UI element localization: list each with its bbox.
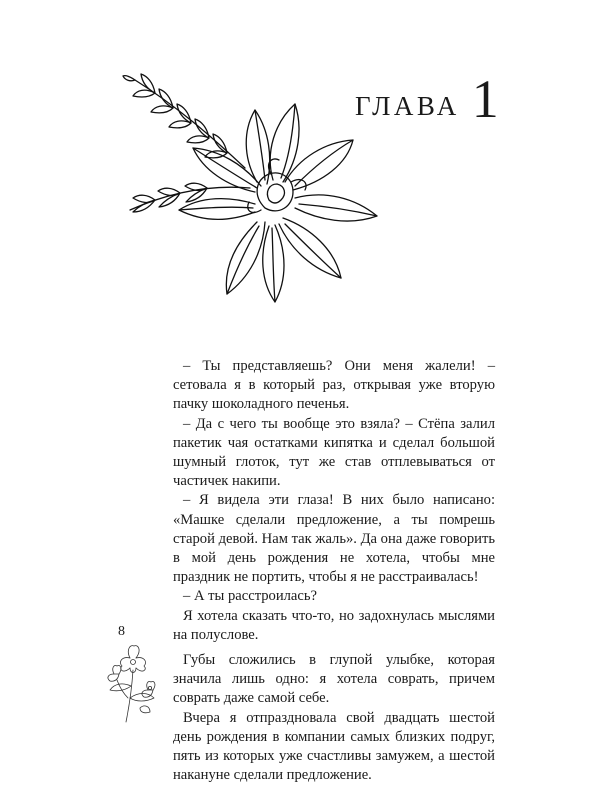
paragraph: – А ты расстроилась? xyxy=(183,588,318,605)
paragraph: Вчера я отпраздновала свой двадцать шестой день рождения в компании самых близких подруг, пять из которых уже счастливы замужем, а шестой накануне сделали предложение. xyxy=(173,709,495,784)
chapter-number: 1 xyxy=(471,69,499,129)
chapter-label: ГЛАВА xyxy=(355,91,460,121)
chapter-heading xyxy=(355,69,499,129)
page-number: 8 xyxy=(118,624,125,639)
paragraph: – Я видела эти глаза! В них было написано: «Машке сделали предложение, а ты помрешь старой девой. Нам так жаль». Да она даже говорить в мой день рождения не хотела, чтобы мне праздник не портить, чтобы я не расстраивалась! xyxy=(173,492,495,586)
small-flower-illustration-icon xyxy=(100,636,170,726)
paragraph: – Да с чего ты вообще это взяла? – Стёпа залил пакетик чая остатками кипятка и сделал большой шумный глоток, тут же став отплевываться от частичек накипи. xyxy=(173,415,495,490)
flower-illustration-icon xyxy=(115,60,385,310)
paragraph: Губы сложились в глупой улыбке, которая значила лишь одно: я хотела соврать, причем соврать даже самой себе. xyxy=(173,652,495,707)
chapter-body-text xyxy=(173,357,495,785)
paragraph: Я хотела сказать что-то, но задохнулась мыслями на полуслове. xyxy=(173,607,495,643)
paragraph: – Ты представляешь? Они меня жалели! – сетовала я в который раз, открывая уже вторую пачку шоколадного печенья. xyxy=(173,358,495,413)
